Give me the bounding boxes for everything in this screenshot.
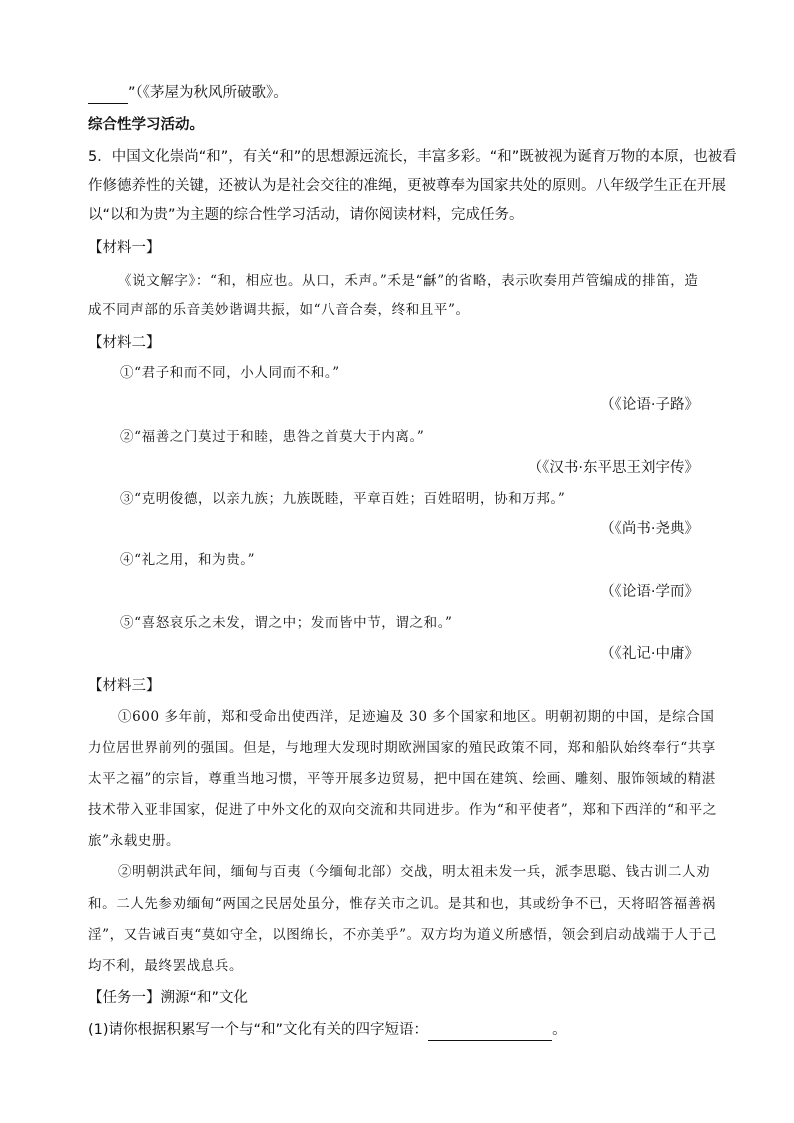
q5-line-3: 以“以和为贵”为主题的综合性学习活动，请你阅读材料，完成任务。 — [88, 207, 524, 223]
task-1-title: 【任务一】溯源“和”文化 — [88, 990, 249, 1006]
quote-item: ④“礼之用，和为贵。” — [120, 552, 256, 568]
quote-source: （《尚书·尧典》 — [600, 521, 699, 537]
q5-line-1: 5．中国文化崇尚“和”，有关“和”的思想源远流长，丰富多彩。“和”既被视为诞育万物的本原，也被看 — [88, 149, 737, 165]
material-3-p1-line: 力位居世界前列的强国。但是，与地理大发现时期欧洲国家的殖民政策不同，郑和船队始终奉行“共享 — [88, 740, 716, 756]
quote-item: ②“福善之门莫过于和睦，患咎之首莫大于内离。” — [120, 429, 425, 445]
quote-item: ③“克明俊德，以亲九族；九族既睦，平章百姓；百姓昭明，协和万邦。” — [120, 491, 566, 507]
material-3-p1-line: 旅”永载史册。 — [88, 833, 181, 849]
task-1-question-end: 。 — [552, 1022, 567, 1038]
answer-blank[interactable] — [428, 1025, 552, 1041]
section-heading: 综合性学习活动。 — [88, 117, 204, 133]
quote-source: （《论语·子路》 — [600, 397, 699, 413]
poem-source: ”（《茅屋为秋风所破歌》。 — [128, 85, 288, 101]
continued-answer-line — [88, 82, 288, 104]
material-3-p1-line: 技术带入亚非国家，促进了中外文化的双向交流和共同进步。作为“和平使者”，郑和下西洋的“和平之 — [88, 802, 717, 818]
material-3-p2-line: 均不利，最终罢战息兵。 — [88, 958, 244, 974]
quote-item: ⑤“喜怒哀乐之未发，谓之中；发而皆中节，谓之和。” — [120, 615, 453, 631]
quote-source: （《汉书·东平思王刘宇传》 — [527, 460, 699, 476]
quote-source: （《论语·学而》 — [600, 584, 699, 600]
material-2-title: 【材料二】 — [88, 335, 161, 351]
material-3-p2-line: 和。二人先参劝缅甸“两国之民居处虽分，惟存关市之讥。是其和也，其或纷争不已，天将昭答福善祸 — [88, 896, 716, 912]
material-3-title: 【材料三】 — [88, 678, 161, 694]
material-3-p1-line: ①600 多年前，郑和受命出使西洋，足迹遍及 30 多个国家和地区。明朝初期的中国，是综合国 — [118, 709, 715, 725]
material-3-p2-line: ②明朝洪武年间，缅甸与百夷（今缅甸北部）交战，明太祖未发一兵，派李思聪、钱古训二人劝 — [118, 864, 711, 880]
task-1-question — [88, 1019, 567, 1041]
material-1-line-2: 成不同声部的乐音美妙谐调共振，如“八音合奏，终和且平”。 — [88, 302, 470, 318]
material-3-p2-line: 淫”，又告诫百夷“莫如守全，以图绵长，不亦美乎”。双方均为道义所感悟，领会到启动战端于人于己 — [88, 927, 717, 943]
quote-item: ①“君子和而不同，小人同而不和。” — [120, 365, 340, 381]
q5-line-2: 作修德养性的关键，还被认为是社会交往的准绳，更被尊奉为国家共处的原则。八年级学生正在开展 — [88, 178, 726, 194]
material-1-line-1: 《说文解字》：“和，相应也。从口，禾声。”禾是“龢”的省略，表示吹奏用芦管编成的排笛，造 — [118, 273, 699, 289]
answer-blank[interactable] — [88, 88, 128, 104]
material-1-title: 【材料一】 — [88, 240, 161, 256]
material-3-p1-line: 太平之福”的宗旨，尊重当地习惯，平等开展多边贸易，把中国在建筑、绘画、雕刻、服饰领域的精湛 — [88, 771, 716, 787]
quote-source: （《礼记·中庸》 — [600, 646, 699, 662]
task-1-question-text: (1)请你根据积累写一个与“和”文化有关的四字短语： — [88, 1022, 429, 1038]
